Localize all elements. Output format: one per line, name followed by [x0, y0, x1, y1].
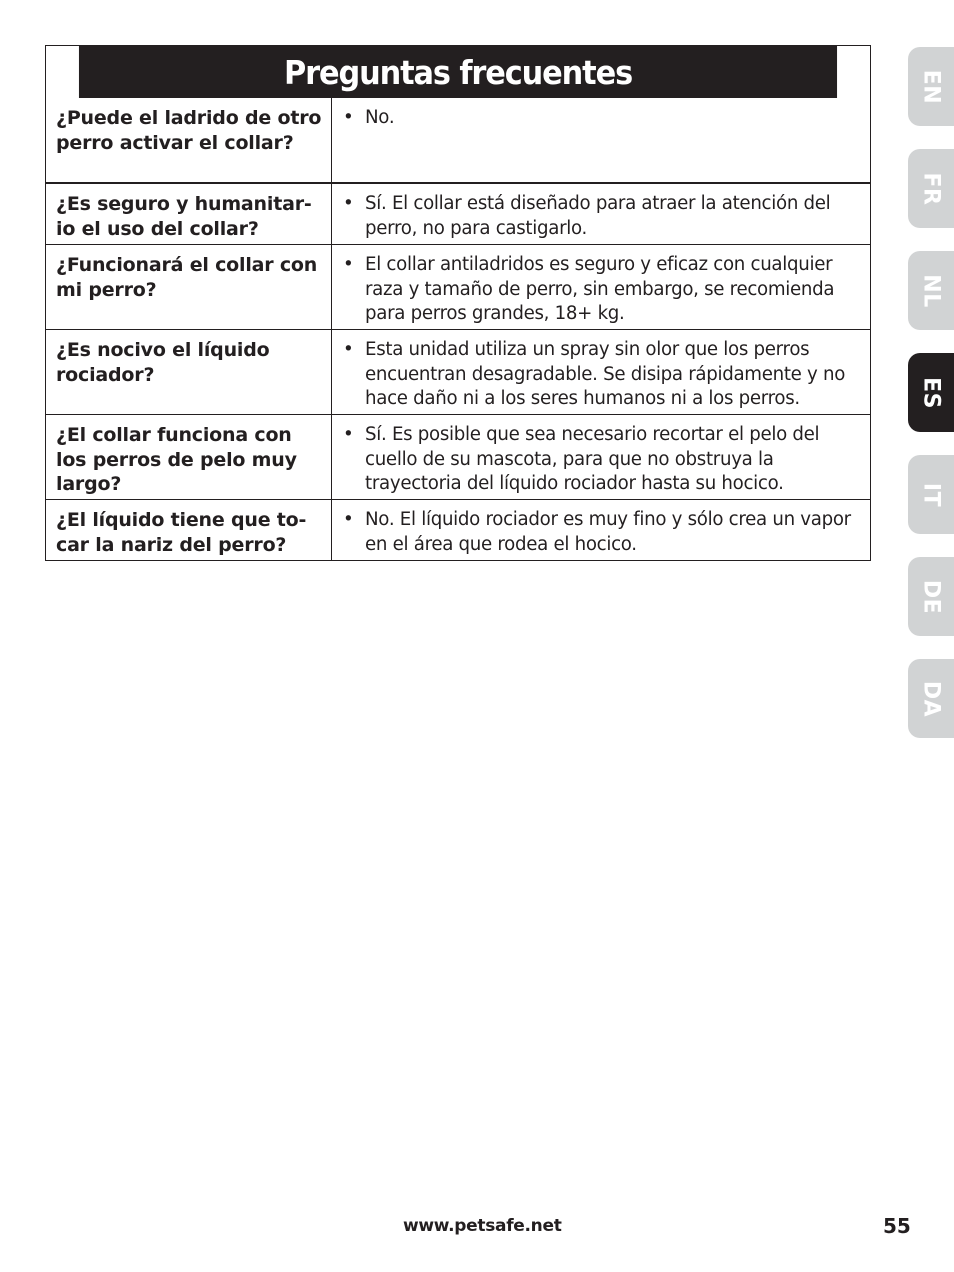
faq-row: [46, 98, 870, 182]
page-number: 55: [883, 1214, 911, 1238]
language-tab-de[interactable]: [908, 557, 954, 636]
language-tab-label: DE: [918, 579, 944, 614]
faq-answer: [332, 184, 870, 244]
faq-table: [45, 45, 871, 561]
faq-question: ¿El líquido tiene que to-car la nariz del perro?: [46, 500, 332, 560]
faq-answer-text: El collar antiladridos es seguro y eficaz con cualquier raza y tamaño de perro, sin embargo, se recomienda para perros grandes, 18+ kg.: [365, 254, 835, 324]
language-tab-es[interactable]: [908, 353, 954, 432]
faq-question: ¿Puede el ladrido de otro perro activar el collar?: [46, 98, 332, 182]
faq-question: ¿Es nocivo el líquido rociador?: [46, 330, 332, 414]
faq-row: [46, 182, 870, 244]
faq-answer-text: Esta unidad utiliza un spray sin olor que los perros encuentran desagradable. Se disipa rápidamente y no hace daño ni a los seres humanos ni a los perros.: [365, 339, 846, 409]
language-tab-label: DA: [918, 680, 944, 717]
bullet-icon: •: [343, 193, 354, 214]
faq-answer: [332, 415, 870, 499]
faq-question: ¿Funcionará el collar con mi perro?: [46, 245, 332, 329]
language-tab-label: NL: [918, 273, 944, 308]
faq-answer: [332, 330, 870, 414]
bullet-icon: •: [343, 107, 354, 128]
faq-question: ¿Es seguro y humanitar-io el uso del collar?: [46, 184, 332, 244]
faq-answer-text: Sí. Es posible que sea necesario recortar el pelo del cuello de su mascota, para que no obstruya la trayectoria del líquido rociador hasta su hocico.: [365, 424, 820, 494]
faq-answer-text: Sí. El collar está diseñado para atraer la atención del perro, no para castigarlo.: [365, 193, 831, 239]
language-tab-label: EN: [918, 69, 944, 104]
faq-row: [46, 499, 870, 560]
faq-question: ¿El collar funciona con los perros de pelo muy largo?: [46, 415, 332, 499]
bullet-icon: •: [343, 509, 354, 530]
faq-answer-text: No.: [365, 107, 395, 128]
faq-answer: [332, 98, 870, 182]
faq-answer: [332, 500, 870, 560]
faq-row: [46, 244, 870, 329]
faq-answer: [332, 245, 870, 329]
language-tab-nl[interactable]: [908, 251, 954, 330]
language-tab-en[interactable]: [908, 47, 954, 126]
bullet-icon: •: [343, 339, 354, 360]
faq-row: [46, 414, 870, 499]
faq-answer-text: No. El líquido rociador es muy fino y sólo crea un vapor en el área que rodea el hocico.: [365, 509, 851, 555]
footer-url: www.petsafe.net: [403, 1216, 562, 1236]
language-tab-da[interactable]: [908, 659, 954, 738]
page-title: Preguntas frecuentes: [79, 46, 837, 98]
language-tab-label: ES: [918, 376, 944, 409]
faq-row: [46, 329, 870, 414]
language-tab-fr[interactable]: [908, 149, 954, 228]
language-tab-it[interactable]: [908, 455, 954, 534]
language-tab-label: IT: [918, 482, 944, 507]
language-tab-label: FR: [918, 172, 944, 205]
bullet-icon: •: [343, 424, 354, 445]
bullet-icon: •: [343, 254, 354, 275]
